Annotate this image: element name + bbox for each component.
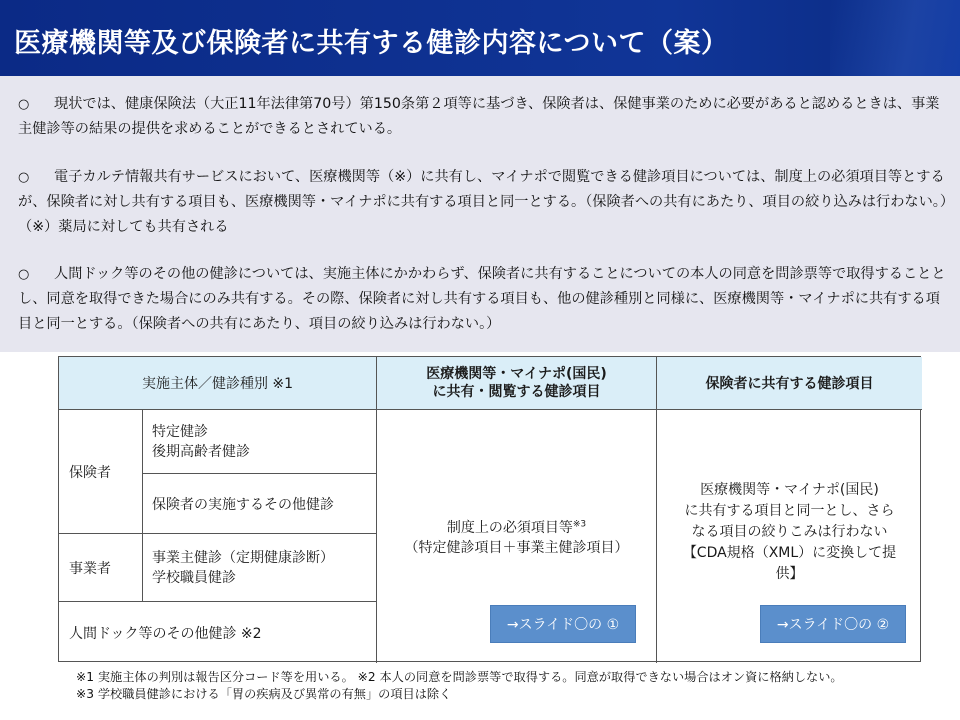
bullet-marker: ○	[18, 267, 30, 282]
row-label-human-dock: 人間ドック等のその他健診 ※2	[59, 602, 377, 663]
header-shared-line2: に共有・閲覧する健診項目	[432, 384, 601, 400]
page-title: 医療機関等及び保険者に共有する健診内容について（案）	[14, 28, 729, 59]
bullet-marker: ○	[18, 97, 30, 112]
bullet-1	[18, 92, 953, 142]
shared-line1: 制度上の必須項目等	[446, 520, 573, 536]
insurer-line1: 医療機関等・マイナポ(国民)	[700, 482, 879, 498]
title-bar	[0, 0, 960, 76]
row-label-employer: 事業者	[59, 534, 143, 602]
bullet-text: 現状では、健康保険法（大正11年法律第70号）第150条第２項等に基づき、保険者は、保健事業のために必要があると認めるときは、事業主健診等の結果の提供を求めることができるとされている。	[18, 96, 940, 137]
insurer-line4: 【CDA規格（XML）に変換して提	[682, 545, 897, 561]
cell-jigyo-line1: 事業主健診（定期健康診断）	[152, 549, 334, 566]
header-insurer-items: 保険者に共有する健診項目	[657, 357, 922, 410]
health-check-table	[58, 356, 921, 662]
cell-tokutei-line1: 特定健診	[152, 423, 208, 440]
header-shared-items	[377, 357, 657, 410]
insurer-line5: 供】	[775, 566, 804, 582]
slide-link-button-1[interactable]: →スライド〇の ①	[490, 605, 636, 643]
shared-line2: （特定健診項目＋事業主健診項目）	[404, 540, 629, 556]
shared-footnote-ref: ※3	[572, 519, 587, 530]
cell-specific-health-check	[143, 410, 377, 474]
cell-jigyo-line2: 学校職員健診	[152, 569, 236, 586]
bullet-text: 電子カルテ情報共有サービスにおいて、医療機関等（※）に共有し、マイナポで閲覧できる健診項目については、制度上の必須項目等とするが、保険者に対し共有する項目も、医療機関等・マイナポに共有する項目と同一とする。（保険者への共有にあたり、項目の絞り込みは行わない。）（※）薬局に対しても共有される	[18, 169, 947, 235]
header-shared-line1: 医療機関等・マイナポ(国民)	[426, 366, 607, 382]
bullet-3	[18, 262, 953, 337]
footnote-1: ※1 実施主体の判別は報告区分コード等を用いる。 ※2 本人の同意を問診票等で取得する。同意が取得できない場合はオン資に格納しない。	[76, 670, 843, 684]
cell-employer-checks	[143, 534, 377, 602]
insurer-line2: に共有する項目と同一とし、さら	[684, 503, 895, 519]
insurer-line3: なる項目の絞りこみは行わない	[691, 524, 888, 540]
cell-tokutei-line2: 後期高齢者健診	[152, 443, 250, 460]
cell-shared-items	[377, 410, 657, 663]
slide-link-button-2[interactable]: →スライド〇の ②	[760, 605, 906, 643]
footnote-2: ※3 学校職員健診における「胃の疾病及び異常の有無」の項目は除く	[76, 687, 452, 701]
row-label-insurer: 保険者	[59, 410, 143, 534]
bullet-text: 人間ドック等のその他の健診については、実施主体にかかわらず、保険者に共有することについての本人の同意を問診票等で取得することとし、同意を取得できた場合にのみ共有する。その際、保険者に対し共有する項目も、他の健診種別と同様に、医療機関等・マイナポに共有する項目と同一とする。（保険者への共有にあたり、項目の絞り込みは行わない。）	[18, 266, 946, 332]
bullet-marker: ○	[18, 170, 30, 185]
cell-insurer-items	[657, 410, 922, 663]
cell-insurer-other-checks: 保険者の実施するその他健診	[143, 474, 377, 534]
insurer-items-text	[667, 480, 912, 585]
title-accent	[830, 0, 960, 76]
shared-items-text	[377, 518, 656, 558]
header-implementer-type: 実施主体／健診種別 ※1	[59, 357, 377, 410]
bullet-2	[18, 165, 953, 240]
